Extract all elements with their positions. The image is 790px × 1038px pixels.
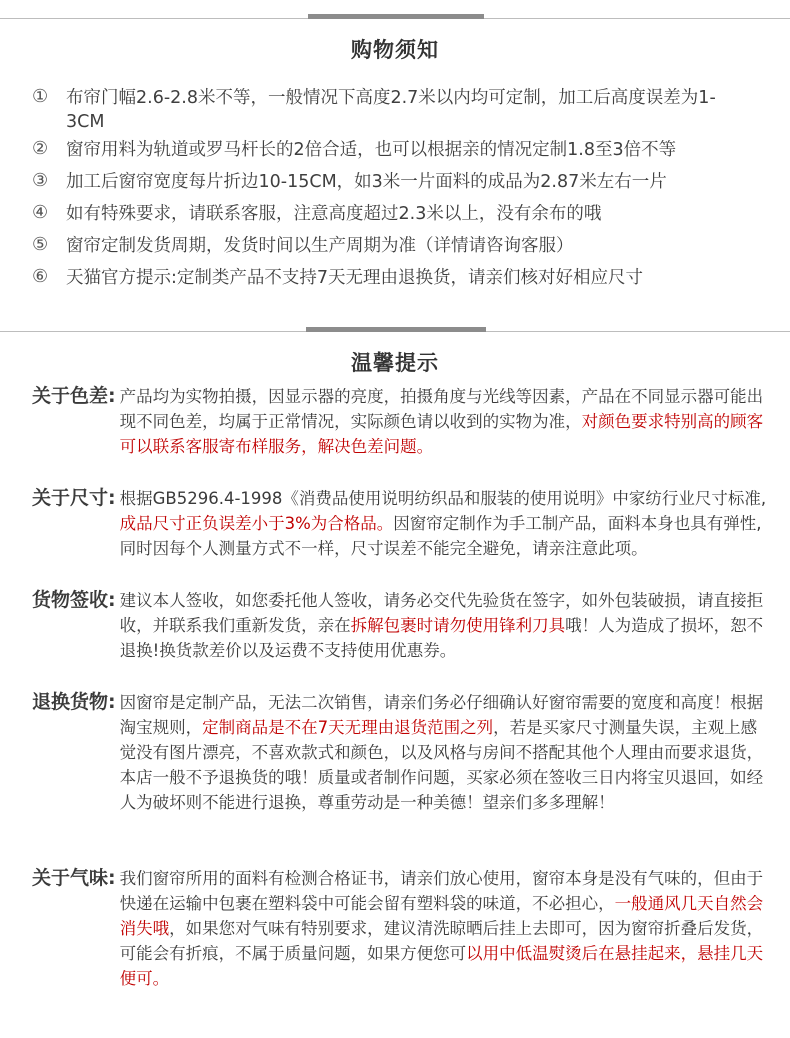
tip-goods-receipt [32,588,770,663]
tip-label: 关于气味: [32,867,116,889]
notice-item [32,202,772,226]
tip-highlight: 对颜色要求特别高的顾客可以联系客服寄布样服务，解决色差问题。 [119,412,764,456]
notice-item-number: ④ [32,202,49,223]
section-divider-bar [308,14,484,19]
tip-highlight: 一般通风几天自然会消失哦 [119,894,764,938]
notice-item-text: 窗帘定制发货周期，发货时间以生产周期为准（详情请咨询客服） [66,236,574,256]
section-title-warm-tips: 温馨提示 [351,351,439,375]
tip-text: ，如果您对气味有特别要求，建议清洗晾晒后挂上去即可，因为窗帘折叠后发货，可能会有折痕，不属于质量问题，如果方便您可 [119,919,764,963]
notice-item [32,266,772,290]
tip-body [120,486,770,561]
tip-label: 货物签收: [32,589,116,611]
notice-item [32,86,772,134]
tip-color-difference [32,384,770,459]
tip-text: 产品均为实物拍摄，因显示器的亮度，拍摄角度与光线等因素，产品在不同显示器可能出现不同色差，均属于正常情况，实际颜色请以收到的实物为准， [119,387,764,431]
section-divider-bar [306,327,486,332]
tip-body [120,588,770,663]
notice-item [32,138,772,162]
notice-item-number: ② [32,138,49,159]
tip-label: 退换货物: [32,691,116,713]
tip-highlight: 以用中低温熨烫后在悬挂起来，悬挂几天便可。 [119,944,764,988]
tip-text: 根据GB5296.4-1998《消费品使用说明纺织品和服装的使用说明》中家纺行业尺寸标准, [119,489,767,508]
notice-item-number: ③ [32,170,49,191]
tip-odor [32,866,770,991]
tip-body [120,384,770,459]
section-title-purchase-notice: 购物须知 [351,38,439,62]
notice-item-text: 天猫官方提示:定制类产品不支持7天无理由退换货，请亲们核对好相应尺寸 [66,268,644,288]
tip-text: 因窗帘是定制产品，无法二次销售，请亲们务必仔细确认好窗帘需要的宽度和高度！根据淘宝规则， [119,693,764,737]
notice-item [32,234,772,258]
tip-body [120,690,770,815]
tip-text: 因窗帘定制作为手工制产品，面料本身也具有弹性,同时因每个人测量方式不一样，尺寸误差不能完全避免，请亲注意此项。 [119,514,762,558]
notice-item-number: ⑥ [32,266,49,287]
notice-item-text: 如有特殊要求，请联系客服，注意高度超过2.3米以上，没有余布的哦 [66,204,602,224]
tip-label: 关于尺寸: [32,487,116,509]
tip-text: 哦！人为造成了损坏，恕不退换!换货款差价以及运费不支持使用优惠券。 [119,616,764,660]
tip-body [120,866,770,991]
tip-text: 我们窗帘所用的面料有检测合格证书，请亲们放心使用，窗帘本身是没有气味的，但由于快递在运输中包裹在塑料袋中可能会留有塑料袋的味道，不必担心， [119,869,764,913]
tip-size [32,486,770,561]
notice-item-text: 布帘门幅2.6-2.8米不等，一般情况下高度2.7米以内均可定制，加工后高度误差为1-3CM [66,88,716,132]
tip-highlight: 成品尺寸正负误差小于3%为合格品。 [119,514,394,533]
tip-text: ，若是买家尺寸测量失误，主观上感觉没有图片漂亮，不喜欢款式和颜色，以及风格与房间不搭配其他个人理由而要求退货，本店一般不予退换货的哦！质量或者制作问题，买家必须在签收三日内将宝贝退回，如经人为破坏则不能进行退换，尊重劳动是一种美德！望亲们多多理解！ [119,718,764,812]
tip-highlight: 定制商品是不在7天无理由退货范围之列 [202,718,494,737]
tip-label: 关于色差: [32,385,116,407]
notice-item-number: ⑤ [32,234,49,255]
notice-item [32,170,772,194]
notice-item-text: 窗帘用料为轨道或罗马杆长的2倍合适，也可以根据亲的情况定制1.8至3倍不等 [66,140,677,160]
tip-text: 建议本人签收，如您委托他人签收，请务必交代先验货在签字，如外包装破损，请直接拒收，并联系我们重新发货，亲在 [119,591,764,635]
notice-item-text: 加工后窗帘宽度每片折边10-15CM，如3米一片面料的成品为2.87米左右一片 [66,172,667,192]
notice-item-number: ① [32,86,49,107]
purchase-notice-list [32,86,772,290]
tip-returns [32,690,770,815]
tip-highlight: 拆解包裹时请勿使用锋利刀具 [350,616,566,635]
